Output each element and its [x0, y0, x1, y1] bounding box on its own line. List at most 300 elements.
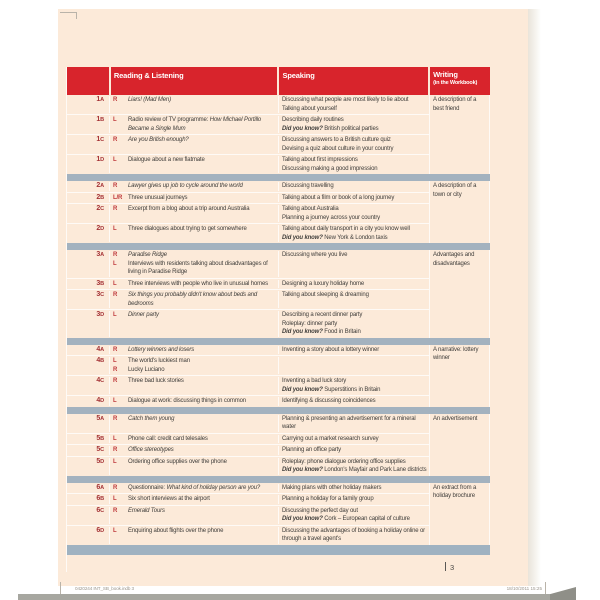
lesson-code [67, 507, 109, 524]
rl-marker: R [113, 378, 118, 384]
lesson-code-letter: D [100, 226, 104, 232]
reading-title: Liars! (Mad Men) [128, 97, 171, 103]
reading-text: Radio review of TV programme: [128, 117, 210, 123]
reading-line [110, 507, 278, 516]
speaking-text: Roleplay: phone dialogue ordering office supplies [282, 458, 406, 465]
lesson-code-letter: B [100, 496, 104, 502]
reading-text: Dialogue at work: discussing things in common [128, 398, 246, 404]
rl-marker: R [113, 415, 118, 422]
lesson-code [67, 182, 109, 191]
speaking-text: Discussing the perfect day out [282, 507, 358, 514]
lesson-row [67, 505, 429, 525]
speaking-cell [278, 458, 429, 475]
lesson-code [67, 96, 109, 113]
lesson-code-number: 6 [96, 526, 101, 534]
speaking-text: Discussing making a good impression [282, 165, 378, 172]
reading-line [110, 194, 278, 203]
speaking-line [282, 205, 427, 214]
lesson-code-letter: C [100, 137, 104, 143]
unit-lessons [67, 181, 429, 243]
rl-marker: L [113, 435, 117, 442]
reading-line [110, 377, 278, 386]
speaking-text: Discussing what people are most likely to lie about [282, 97, 409, 103]
reading-cell [109, 346, 278, 355]
reading-cell [109, 311, 278, 337]
lesson-row [67, 493, 429, 505]
reading-line [110, 495, 278, 504]
writing-cell: An extract from a holiday brochure [429, 483, 489, 545]
speaking-text: Planning a journey across your country [282, 214, 381, 221]
lesson-code-number: 1 [96, 116, 101, 123]
speaking-line [282, 280, 427, 289]
speaking-cell [278, 205, 429, 222]
did-you-know-label: Did you know? [282, 516, 325, 522]
reading-cell [109, 280, 278, 289]
rl-marker: L [113, 117, 117, 123]
speaking-cell [278, 96, 429, 113]
rl-marker: R [113, 206, 118, 212]
lesson-code-number: 3 [96, 311, 101, 318]
lesson-code-letter: D [100, 157, 104, 163]
speaking-line [282, 446, 427, 455]
writing-header-title: Writing [433, 70, 458, 79]
writing-cell: A description of a best friend [429, 95, 489, 174]
speaking-text: Planning an office party [282, 447, 341, 453]
unit-separator-bar [67, 407, 490, 414]
lesson-code-letter: A [100, 252, 104, 258]
unit-column-header [67, 67, 109, 95]
unit-separator-bar [67, 476, 490, 483]
lesson-row [67, 154, 429, 174]
rl-marker: L [113, 157, 117, 163]
speaking-cell [278, 346, 429, 355]
rl-marker: L [113, 527, 117, 534]
did-you-know-label: Did you know? [282, 234, 325, 241]
speaking-line [282, 328, 427, 337]
speaking-line [282, 234, 427, 243]
speaking-line [282, 145, 427, 154]
reading-text: Excerpt from a blog about a trip around Australia [128, 206, 250, 212]
reading-cell [109, 527, 278, 544]
speaking-text: Designing a luxury holiday home [282, 280, 365, 287]
lesson-code-letter: B [100, 194, 104, 201]
reading-line [110, 366, 278, 375]
lesson-code-number: 2 [96, 205, 101, 212]
lesson-row [67, 289, 429, 309]
reading-title: Paradise Ridge [128, 252, 167, 258]
reading-text: Ordering office supplies over the phone [128, 458, 227, 465]
reading-title: Lawyer gives up job to cycle around the world [128, 183, 243, 189]
speaking-line [282, 136, 427, 145]
rl-marker: R [113, 252, 118, 258]
speaking-text: Planning a holiday for a family group [282, 496, 374, 502]
lesson-code [67, 495, 109, 504]
speaking-text: Discussing travelling [282, 183, 334, 189]
reading-line [110, 527, 278, 536]
footer-right: 18/10/2011 15:25 [506, 586, 542, 591]
lesson-code-number: 1 [96, 136, 101, 143]
did-you-know-label: Did you know? [282, 467, 325, 473]
lesson-code-number: 6 [96, 483, 101, 491]
speaking-line [282, 458, 427, 467]
contents-body [67, 95, 490, 555]
reading-text: Three interviews with people who live in unusual homes [128, 280, 268, 287]
reading-text: Three unusual journeys [128, 194, 188, 201]
speaking-line [282, 495, 427, 504]
reading-line [110, 435, 278, 444]
reading-line [110, 156, 278, 165]
unit-block [67, 95, 490, 174]
speaking-line [282, 346, 427, 355]
footer-left: 0420244 INT_SB_book.indb 3 [75, 586, 134, 591]
writing-cell: Advantages and disadvantages [429, 250, 489, 338]
speaking-cell [278, 156, 429, 173]
rl-marker: R [113, 507, 118, 514]
reading-cell [109, 397, 278, 406]
reading-line [110, 291, 278, 308]
rl-marker: L [113, 312, 117, 318]
speaking-cell [278, 397, 429, 406]
rl-marker: L [113, 226, 117, 232]
lesson-code-letter: B [100, 358, 104, 364]
lesson-row [67, 375, 429, 395]
lesson-row [67, 433, 429, 445]
reading-line [110, 136, 278, 145]
reading-line [110, 415, 278, 424]
speaking-text: Inventing a story about a lottery winner [282, 346, 380, 353]
lesson-row [67, 414, 429, 433]
page-edge-shadow [528, 9, 541, 586]
speaking-text: Roleplay: dinner party [282, 320, 338, 327]
lesson-code-number: 4 [96, 357, 101, 364]
speaking-cell [278, 495, 429, 504]
unit-lessons [67, 95, 429, 174]
rl-marker: R [113, 484, 118, 491]
speaking-text: Discussing answers to a British culture quiz [282, 137, 391, 143]
lesson-code-number: 2 [96, 193, 101, 201]
speaking-text: London's Mayfair and Park Lane districts [324, 467, 427, 473]
speaking-line [282, 527, 427, 544]
lesson-code [67, 205, 109, 222]
speaking-text: Making plans with other holiday makers [282, 484, 382, 491]
speaking-cell [278, 251, 429, 277]
reading-cell [109, 194, 278, 203]
reading-text: Dialogue about a new flatmate [128, 157, 205, 163]
speaking-text: Devising a quiz about culture in your country [282, 145, 394, 152]
table-header [67, 67, 490, 95]
lesson-row [67, 223, 429, 243]
speaking-line [282, 320, 427, 329]
lesson-code-letter: D [100, 458, 104, 465]
reading-cell [109, 377, 278, 394]
scan-corner-shadow [550, 587, 576, 600]
lesson-code [67, 415, 109, 432]
rl-marker: L/R [113, 194, 123, 201]
lesson-code-number: 3 [96, 279, 101, 287]
reading-title: How Michael Portillo Became a Single Mum [128, 117, 262, 132]
speaking-line [282, 415, 427, 432]
speaking-line [282, 507, 427, 516]
lesson-code-letter: A [100, 97, 104, 103]
lesson-code-letter: A [100, 183, 104, 189]
reading-text: Three dialogues about trying to get somewhere [128, 226, 247, 232]
reading-cell [109, 225, 278, 242]
lesson-code [67, 527, 109, 544]
lesson-code-number: 2 [96, 182, 101, 189]
lesson-code-letter: A [100, 415, 104, 422]
lesson-code [67, 116, 109, 133]
lesson-code-number: 3 [96, 251, 101, 258]
lesson-code [67, 397, 109, 406]
lesson-code [67, 458, 109, 475]
speaking-cell [278, 182, 429, 191]
reading-line [110, 205, 278, 214]
reading-text: Three bad luck stories [128, 378, 184, 384]
reading-cell [109, 446, 278, 455]
speaking-line [282, 311, 427, 320]
unit-separator-bar [67, 243, 490, 250]
lesson-code [67, 435, 109, 444]
page-sheet [58, 9, 528, 586]
lesson-row [67, 483, 429, 494]
speaking-line [282, 194, 427, 203]
lesson-code-number: 5 [96, 414, 101, 422]
scan-edge-bar [18, 594, 576, 600]
unit-separator-bar [67, 338, 490, 345]
writing-cell: A description of a town or city [429, 181, 489, 243]
speaking-line [282, 251, 427, 260]
speaking-line [282, 165, 427, 174]
rl-marker: L [113, 260, 117, 267]
reading-cell [109, 205, 278, 222]
unit-lessons [67, 250, 429, 338]
reading-cell [109, 96, 278, 113]
speaking-text: New York & London taxis [324, 234, 388, 241]
reading-text: Questionnaire: [128, 484, 167, 491]
writing-cell: A narrative: lottery winner [429, 345, 489, 407]
lesson-row [67, 203, 429, 223]
speaking-line [282, 125, 427, 134]
lesson-code-number: 2 [96, 225, 101, 232]
lesson-code-letter: B [100, 117, 104, 123]
speaking-text: Cork – European capital of culture [324, 516, 410, 522]
lesson-code [67, 446, 109, 455]
lesson-code-number: 5 [96, 446, 101, 453]
lesson-code [67, 225, 109, 242]
reading-cell [109, 435, 278, 444]
reading-line [110, 357, 278, 366]
reading-title: Office stereotypes [128, 447, 174, 453]
speaking-cell [278, 435, 429, 444]
speaking-text: Discussing the advantages of booking a holiday online or through a travel agent's [282, 527, 426, 542]
reading-cell [109, 357, 278, 374]
lesson-code [67, 357, 109, 374]
reading-text: Six short interviews at the airport [128, 496, 210, 502]
lesson-row [67, 114, 429, 134]
lesson-code-letter: D [100, 398, 104, 404]
crop-mark [76, 12, 77, 19]
reading-line [110, 346, 278, 355]
reading-line [110, 280, 278, 289]
reading-line [110, 458, 278, 467]
speaking-cell [278, 136, 429, 153]
lesson-code [67, 251, 109, 277]
rl-marker: R [113, 366, 118, 373]
lesson-code-number: 6 [96, 506, 101, 514]
page-number-tick [445, 562, 446, 571]
speaking-text: Superstitions in Britain [324, 386, 381, 393]
did-you-know-label: Did you know? [282, 329, 325, 335]
speaking-line [282, 466, 427, 475]
lesson-row [67, 309, 429, 338]
writing-cell: An advertisement [429, 414, 489, 476]
reading-line [110, 182, 278, 191]
reading-cell [109, 415, 278, 432]
speaking-line [282, 225, 427, 234]
lesson-row [67, 181, 429, 192]
lesson-code-letter: B [100, 435, 104, 442]
speaking-line [282, 397, 427, 406]
speaking-text: Carrying out a market research survey [282, 435, 379, 442]
reading-line [110, 484, 278, 493]
reading-cell [109, 458, 278, 475]
lesson-code-number: 1 [96, 156, 101, 163]
lesson-row [67, 355, 429, 375]
lesson-code-number: 5 [96, 434, 101, 442]
speaking-line [282, 377, 427, 386]
unit-block [67, 483, 490, 545]
rl-marker: R [113, 447, 118, 453]
reading-title: Six things you probably didn't know about beds and bedrooms [128, 292, 258, 307]
speaking-line [282, 105, 427, 114]
writing-header-subtitle: (in the Workbook) [433, 80, 478, 86]
rl-marker: L [113, 358, 117, 364]
speaking-cell [278, 311, 429, 337]
speaking-text: Talking about yourself [282, 105, 337, 112]
reading-cell [109, 136, 278, 153]
lesson-row [67, 444, 429, 456]
lesson-code-letter: A [100, 346, 104, 353]
reading-line [110, 397, 278, 406]
contents-end-bar [67, 545, 490, 555]
lesson-code-letter: C [100, 378, 104, 384]
reading-title: Are you British enough? [128, 137, 189, 143]
lesson-code [67, 484, 109, 493]
speaking-cell [278, 291, 429, 308]
reading-cell [109, 484, 278, 493]
crop-mark [60, 12, 76, 13]
speaking-cell [278, 116, 429, 133]
page-number: 3 [449, 562, 454, 572]
lesson-code-letter: D [100, 527, 104, 534]
speaking-text: Talking about first impressions [282, 157, 358, 163]
lesson-code-number: 6 [96, 495, 101, 502]
speaking-cell [278, 280, 429, 289]
writing-header [428, 67, 490, 95]
speaking-cell [278, 446, 429, 455]
lesson-code-letter: D [100, 312, 104, 318]
speaking-text: Talking about Australia [282, 206, 339, 212]
lesson-row [67, 456, 429, 476]
lesson-code-letter: C [100, 292, 104, 298]
rl-marker: R [113, 137, 118, 143]
rl-marker: L [113, 496, 117, 502]
speaking-text: Inventing a bad luck story [282, 378, 347, 384]
speaking-text: Describing a recent dinner party [282, 312, 363, 318]
lesson-row [67, 525, 429, 545]
speaking-cell [278, 225, 429, 242]
unit-block [67, 181, 490, 243]
lesson-code-letter: A [100, 484, 104, 491]
speaking-line [282, 116, 427, 125]
lesson-code [67, 136, 109, 153]
rl-marker: R [113, 292, 118, 298]
reading-title: What kind of holiday person are you? [166, 484, 261, 491]
reading-line [110, 446, 278, 455]
speaking-text: British political parties [324, 125, 379, 132]
reading-line [110, 225, 278, 234]
reading-cell [109, 251, 278, 277]
speaking-cell [278, 377, 429, 394]
speaking-line [282, 156, 427, 165]
reading-title: Emerald Tours [128, 507, 165, 514]
lesson-code-number: 4 [96, 345, 101, 353]
lesson-row [67, 345, 429, 356]
reading-title: Catch them young [128, 415, 175, 422]
reading-line [110, 251, 278, 260]
speaking-line [282, 214, 427, 223]
speaking-cell [278, 507, 429, 524]
lesson-code-number: 5 [96, 457, 101, 465]
unit-block [67, 414, 490, 476]
rl-marker: R [113, 346, 118, 353]
lesson-code-letter: C [100, 507, 104, 514]
lesson-code-number: 1 [96, 96, 101, 103]
lesson-code-letter: C [100, 447, 104, 453]
reading-cell [109, 182, 278, 191]
speaking-header: Speaking [277, 67, 428, 95]
unit-lessons [67, 483, 429, 545]
speaking-line [282, 515, 427, 524]
reading-text: Phone call: credit card telesales [128, 435, 208, 442]
speaking-text: Talking about a film or book of a long journey [282, 194, 395, 201]
reading-line [110, 311, 278, 320]
speaking-cell [278, 484, 429, 493]
reading-cell [109, 495, 278, 504]
reading-cell [109, 156, 278, 173]
contents-table [66, 67, 490, 572]
speaking-line [282, 435, 427, 444]
speaking-line [282, 96, 427, 105]
lesson-code [67, 194, 109, 203]
lesson-code [67, 377, 109, 394]
speaking-text: Talking about daily transport in a city you know well [282, 226, 410, 232]
lesson-code [67, 156, 109, 173]
crop-mark [545, 582, 546, 594]
reading-cell [109, 507, 278, 524]
unit-lessons [67, 345, 429, 407]
page-number-row [67, 555, 490, 572]
rl-marker: L [113, 458, 117, 465]
speaking-text: Discussing where you live [282, 252, 348, 258]
lesson-row [67, 395, 429, 407]
reading-text: Interviews with residents talking about disadvantages of living in Paradise Ridge [128, 260, 268, 275]
rl-marker: L [113, 398, 117, 404]
reading-text: Enquiring about flights over the phone [128, 527, 224, 534]
lesson-row [67, 192, 429, 204]
speaking-line [282, 484, 427, 493]
rl-marker: R [113, 97, 118, 103]
